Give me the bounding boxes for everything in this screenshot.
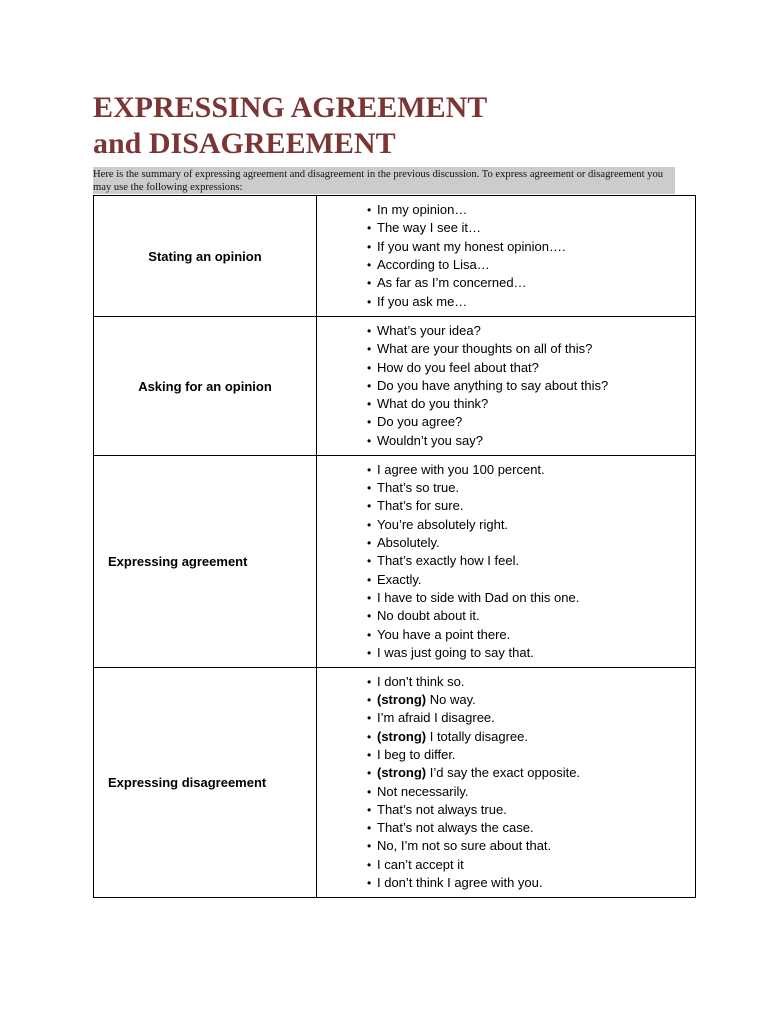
expression-item <box>367 479 695 497</box>
expression-item <box>367 691 695 709</box>
title-line-2: and DISAGREEMENT <box>93 127 396 160</box>
bullet-icon: • <box>367 258 372 272</box>
row-label-disagreement: Expressing disagreement <box>94 668 317 898</box>
bullet-icon: • <box>367 627 372 642</box>
expression-item <box>367 516 695 534</box>
expression-item <box>367 497 695 515</box>
expression-item <box>367 201 695 219</box>
expression-text: What do you think? <box>377 396 489 412</box>
bullet-icon: • <box>367 821 372 836</box>
expressions-table <box>93 195 696 898</box>
table-row-asking-opinion <box>94 317 696 456</box>
expression-item <box>367 856 695 874</box>
expression-text: Wouldn’t you say? <box>377 432 483 448</box>
expression-item <box>367 874 695 892</box>
bullet-icon: • <box>367 499 372 514</box>
expression-text: No way. <box>426 692 476 708</box>
bullet-icon: • <box>367 802 372 817</box>
bullet-icon: • <box>367 766 372 781</box>
bullet-icon: • <box>367 875 372 890</box>
expression-text: That’s for sure. <box>377 498 464 514</box>
expression-text: I was just going to say that. <box>377 644 534 660</box>
expression-item <box>367 709 695 727</box>
bullet-icon: • <box>367 609 372 624</box>
strength-tag: (strong) <box>377 765 427 781</box>
bullet-icon: • <box>367 276 372 291</box>
expression-text: That’s not always true. <box>377 801 507 817</box>
expression-item <box>367 274 695 292</box>
expression-item <box>367 534 695 552</box>
expression-item <box>367 673 695 691</box>
table-row-agreement <box>94 456 696 668</box>
expression-item <box>367 764 695 782</box>
expression-text: I don’t think I agree with you. <box>377 874 543 890</box>
bullet-icon: • <box>367 378 372 393</box>
expression-list-cell <box>317 668 696 898</box>
expression-text: That’s not always the case. <box>377 820 534 836</box>
expression-text: What are your thoughts on all of this? <box>377 341 593 357</box>
expression-item <box>367 607 695 625</box>
expression-item <box>367 819 695 837</box>
bullet-icon: • <box>367 554 372 569</box>
expression-text: I totally disagree. <box>426 728 528 744</box>
expression-text: Do you agree? <box>377 414 463 430</box>
expression-text: I don’t think so. <box>377 673 465 689</box>
bullet-icon: • <box>367 462 372 477</box>
expression-list <box>317 201 695 311</box>
expression-item <box>367 552 695 570</box>
expression-item <box>367 238 695 256</box>
expression-item <box>367 837 695 855</box>
bullet-icon: • <box>367 203 372 218</box>
expression-text: No, I’m not so sure about that. <box>377 838 552 854</box>
expression-text: In my opinion… <box>377 202 468 218</box>
bullet-icon: • <box>367 729 372 744</box>
bullet-icon: • <box>367 415 372 430</box>
expression-text: Do you have anything to say about this? <box>377 377 609 393</box>
expression-list <box>317 673 695 893</box>
expression-text: No doubt about it. <box>377 608 480 624</box>
expression-item <box>367 293 695 311</box>
expression-item <box>367 256 695 274</box>
bullet-icon: • <box>367 645 372 660</box>
expression-list-cell <box>317 196 696 317</box>
expression-text: I can’t accept it <box>377 856 464 872</box>
expression-item <box>367 413 695 431</box>
bullet-icon: • <box>367 481 372 496</box>
bullet-icon: • <box>367 239 372 254</box>
expression-item <box>367 728 695 746</box>
expression-text: As far as I’m concerned… <box>377 275 527 291</box>
expression-item <box>367 571 695 589</box>
expression-text: If you ask me… <box>377 293 468 309</box>
strength-tag: (strong) <box>377 728 427 744</box>
expression-item <box>367 395 695 413</box>
expression-text: I have to side with Dad on this one. <box>377 589 580 605</box>
bullet-icon: • <box>367 360 372 375</box>
expression-list <box>317 322 695 450</box>
expression-item <box>367 746 695 764</box>
expression-text: That’s exactly how I feel. <box>377 553 520 569</box>
strength-tag: (strong) <box>377 692 427 708</box>
expression-text: How do you feel about that? <box>377 359 539 375</box>
bullet-icon: • <box>367 517 372 532</box>
bullet-icon: • <box>367 221 372 236</box>
bullet-icon: • <box>367 674 372 689</box>
bullet-icon: • <box>367 572 372 587</box>
expression-text: Absolutely. <box>377 535 440 551</box>
expression-text: I agree with you 100 percent. <box>377 461 545 477</box>
bullet-icon: • <box>367 839 372 854</box>
expression-text: You’re absolutely right. <box>377 516 509 532</box>
expression-item <box>367 644 695 662</box>
expression-text: I beg to differ. <box>377 746 456 762</box>
bullet-icon: • <box>367 397 372 412</box>
bullet-icon: • <box>367 294 372 309</box>
expression-item <box>367 801 695 819</box>
expression-text: What’s your idea? <box>377 322 481 338</box>
bullet-icon: • <box>367 693 372 708</box>
expression-item <box>367 461 695 479</box>
expression-item <box>367 322 695 340</box>
expression-item <box>367 626 695 644</box>
table-row-stating-opinion <box>94 196 696 317</box>
expression-item <box>367 783 695 801</box>
expression-item <box>367 340 695 358</box>
expression-item <box>367 432 695 450</box>
expression-text: Not necessarily. <box>377 783 469 799</box>
expression-text: I’m afraid I disagree. <box>377 710 495 726</box>
expression-text: According to Lisa… <box>377 257 490 272</box>
bullet-icon: • <box>367 342 372 357</box>
table-row-disagreement <box>94 668 696 898</box>
intro-paragraph: Here is the summary of expressing agreement and disagreement in the previous discussion. To express agreement or disagreement you may use the following expressions: <box>93 167 675 194</box>
expression-text: You have a point there. <box>377 626 511 642</box>
expression-text: Exactly. <box>377 571 422 587</box>
expression-list-cell <box>317 456 696 668</box>
expression-text: I’d say the exact opposite. <box>426 765 581 781</box>
row-label-agreement: Expressing agreement <box>94 456 317 668</box>
bullet-icon: • <box>367 536 372 551</box>
expression-text: If you want my honest opinion…. <box>377 238 566 254</box>
expression-list <box>317 461 695 662</box>
expression-item <box>367 377 695 395</box>
bullet-icon: • <box>367 747 372 762</box>
expression-list-cell <box>317 317 696 456</box>
row-label-stating-opinion: Stating an opinion <box>94 196 317 317</box>
expression-item <box>367 589 695 607</box>
bullet-icon: • <box>367 323 372 338</box>
bullet-icon: • <box>367 590 372 605</box>
expression-item <box>367 219 695 237</box>
expression-text: That’s so true. <box>377 480 460 496</box>
expression-text: The way I see it… <box>377 220 482 236</box>
bullet-icon: • <box>367 711 372 726</box>
expression-item <box>367 359 695 377</box>
bullet-icon: • <box>367 784 372 799</box>
row-label-asking-opinion: Asking for an opinion <box>94 317 317 456</box>
title-line-1: EXPRESSING AGREEMENT <box>93 91 488 124</box>
bullet-icon: • <box>367 433 372 448</box>
document-title <box>93 90 487 162</box>
bullet-icon: • <box>367 857 372 872</box>
